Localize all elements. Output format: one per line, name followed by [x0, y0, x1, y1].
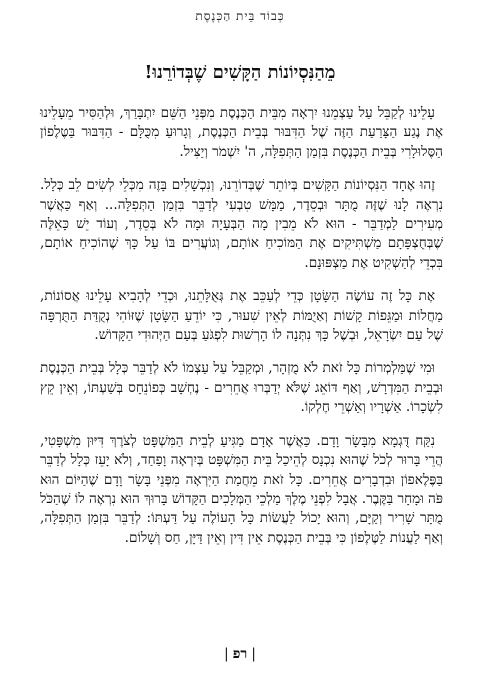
paragraph-3: אֶת כָּל זֶה עוֹשֶׂה הַשָּׂטָן כְּדֵי לְעַכֵּב אֶת גְּאֻלָּתֵנוּ, וּכְדֵי לְהָבִיא עָלֵינוּ אֲסוֹנוֹת, מַחֲלוֹת וּמַגֵּפוֹת קָשׁוֹת וְאַיֻמּוֹת לְאֵין שִׁעוּר, כִּי יוֹדֵעַ הַשָּׂטָן שֶׁזּוֹהִי נְקֻדַּת הַתֻּרְפָּה שֶׁל עַם יִשְׂרָאֵל, וּבְשֶׁל כָּךְ נִתְּנָה לוֹ הָרְשׁוּת לִפְגֹּעַ בְּעַם הַיְּהוּדִי הַקָּדוֹשׁ.	[40, 288, 443, 344]
body-text	[40, 104, 443, 548]
paragraph-1: עָלֵינוּ לְקַבֵּל עַל עַצְמֵנוּ יִרְאָה מִבֵּית הַכְּנֶסֶת מִפְּנֵי הַשֵּׁם יִתְבָּרַךְ, וּלְהַסִּיר מֵעָלֵינוּ אֶת נֶגַע הַצָּרַעַת הַזֶּה שֶׁל הַדִּבּוּר בְּבֵית הַכְּנֶסֶת, וְגָרוּעַ מִכֻּלָּם - הַדִּבּוּר בַּטֶּלֶפוֹן הַסֶּלוּלָרִי בְּבֵית הַכְּנֶסֶת בִּזְמַן הַתְּפִלָּה, ה' יִשְׁמֹר וְיַצִּיל.	[40, 105, 443, 160]
page-number	[0, 646, 480, 663]
page-number-value: רפ	[232, 646, 248, 662]
paragraph-2: זֶהוּ אֶחָד הַנִּסְיוֹנוֹת הַקָּשִׁים בְּיוֹתֵר שֶׁבְּדוֹרֵנוּ, וְנִכְשָׁלִים בָּזֶה מִכְּלֵי לְשִׂים לֵב כְּלָל. נִרְאֶה לָנוּ שֶׁזֶּה מֻתָּר וּבְסֵדֶר, מַמָּשׁ טִבְעִי לְדַבֵּר בִּזְמַן הַתְּפִלָּה... וְאַף כַּאֲשֶׁר מְעִירִים לַמְדַבֵּר - הוּא לֹא מֵבִין מָה הַבְּעָיָה וּמָה לֹא בְּסֵדֶר, וְעוֹד יֵשׁ כָּאֵלֶּה שֶׁבְּחֻצְפָּתָם מַשְׁתִּיקִים אֶת הַמּוֹכִיחַ אוֹתָם, וְגוֹעֲרִים בּוֹ עַל כָּךְ שֶׁהוֹכִיחַ אוֹתָם, בִּכְדֵי לְהַשְׁקִיט אֶת מַצְפּוּנָם.	[40, 177, 443, 271]
paragraph-5: נִקַּח דֻּגְמָא מִבָּשָׂר וָדָם. כַּאֲשֶׁר אָדָם מַגִּיעַ לְבֵית הַמִּשְׁפָּט לְצֹרֶךְ דִּיּוּן מִשְׁפָּטִי, הֲרֵי בָּרוּר לְכֹל שֶׁהוּא נִכְנָס לְהֵיכַל בֵּית הַמִּשְׁפָּט בְּיִרְאָה וָפַחַד, וְלֹא יָעֵז כְּלָל לְדַבֵּר בַּפֶּלֶאפוֹן וּבִדְבָרִים אֲחֵרִים. כָּל זֹאת מֵחֲמַת הַיִּרְאָה מִפְּנֵי בָּשָׂר וָדָם שֶׁהַיּוֹם הוּא פֹּה וּמָחָר בַּקֶּבֶר. אֲבָל לִפְנֵי מֶלֶךְ מַלְכֵי הַמְּלָכִים הַקָּדוֹשׁ בָּרוּךְ הוּא נִרְאֶה לוֹ שֶׁהַכֹּל מֻתָּר שָׁרִיר וְקַיָּם, וְהוּא יָכוֹל לַעֲשׂוֹת כָּל הָעוֹלֶה עַל דַּעְתּוֹ: לְדַבֵּר בִּזְמַן הַתְּפִלָּה, וְאַף לַעֲנוֹת לַטֶּלֶפוֹן כִּי בְּבֵית הַכְּנֶסֶת אֵין דִּין וְאֵין דַּיָּן, חַס וְשָׁלוֹם.	[40, 432, 443, 546]
paragraph-4: וּמִי שֶׁמַּלְמְרוֹת כָּל זֹאת לֹא מֻזְהָר, וּמְקַבֵּל עַל עַצְמוֹ לֹא לְדַבֵּר כְּלָל בְּבֵית הַכְּנֶסֶת וּבְבֵית הַמִּדְרָשׁ, וְאַף דּוֹאֵג שֶׁלֹּא יְדַבְּרוּ אֲחֵרִים - נֶחְשָׁב כְּפוֹנֵחָס בְּשַׁעְתּוֹ, וְאֵין קֵץ לִשְׂכָרוֹ. אַשְׁרָיו וְאַשְׁרֵי חֶלְקוֹ.	[40, 360, 443, 416]
chapter-title: מֵהַנִּסְיוֹנוֹת הַקָּשִׁים שֶׁבְּדוֹרֵנוּ!	[144, 62, 336, 83]
running-header: כְּבוֹד בֵּית הַכְּנֶסֶת	[195, 9, 285, 23]
page-number-bar-left: |	[251, 646, 256, 662]
page-number-bar-right: |	[224, 646, 229, 662]
